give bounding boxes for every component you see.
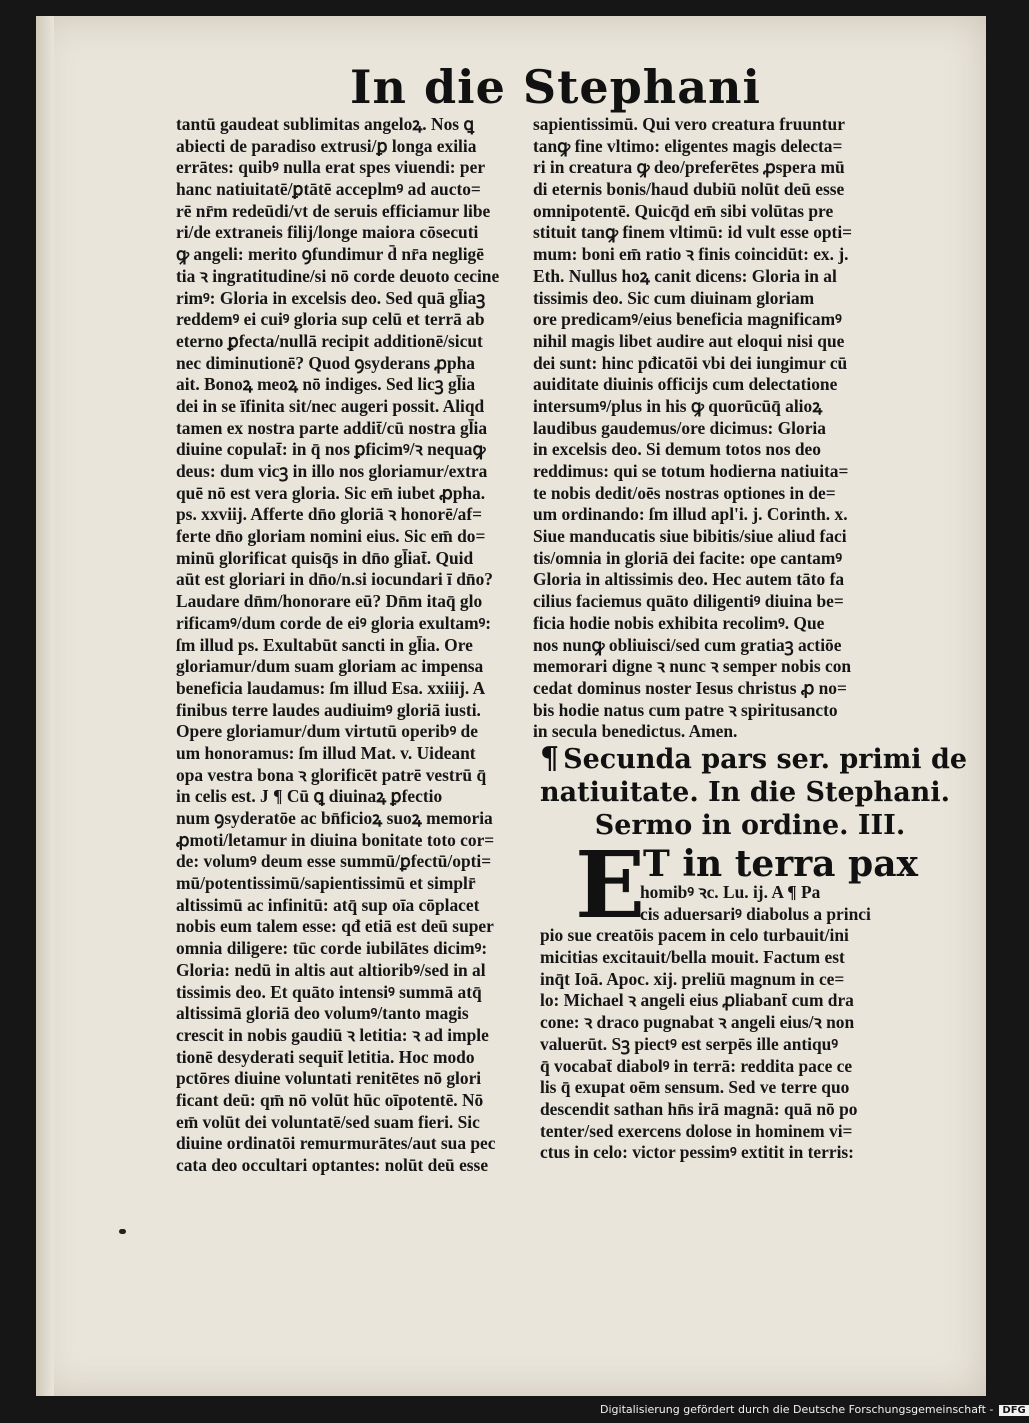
- text-line: hanc natiuitatē/ꝑtātē acceplmꝰ ad aucto=: [176, 179, 481, 200]
- text-line: cedat dominus noster Iesus christus ꝓ no=: [533, 677, 847, 698]
- pilcrow-icon: ¶: [540, 741, 560, 776]
- text-line: tissimis deo. Sic cum diuinam gloriam: [533, 287, 815, 308]
- text-line: ficia hodie nobis exhibita recolimꝰ. Que: [533, 612, 825, 633]
- text-line: mum: boni em̄ ratio ꝛ finis coincidūt: ex. j.: [533, 244, 849, 265]
- text-line: intersumꝰ/plus in his ꝙ quorūcūq̄ alioꝝ: [533, 395, 823, 416]
- dfg-logo: DFG: [999, 1405, 1028, 1416]
- text-line: in celis est. J ¶ Cū ꝗ diuinaꝝ ꝑfectio: [176, 786, 443, 807]
- decorated-initial: E: [575, 831, 646, 939]
- text-line: ferte dn̄o gloriam nomini eius. Sic em̄ do=: [176, 526, 486, 547]
- text-line: micitias excitauit/bella mouit. Factum est: [540, 947, 845, 968]
- text-line: q̄ vocabat̄ diabolꝰ in terrā: reddita pace ce: [540, 1055, 853, 1076]
- text-line: ore predicamꝰ/eius beneficia magnificamꝰ: [533, 309, 842, 330]
- text-line: laudibus gaudemus/ore dicimus: Gloria: [533, 417, 826, 438]
- text-line: tissimis deo. Et quāto intensiꝰ summā atq̄: [176, 981, 482, 1002]
- text-line: ꝓmoti/letamur in diuina bonitate toto cor=: [176, 829, 495, 850]
- text-line: ꝙ angeli: merito ꝯfundimur d̄ nr̄a negligē: [176, 244, 484, 265]
- text-line: memorari digne ꝛ nunc ꝛ semper nobis con: [533, 656, 852, 677]
- text-line: errātes: quibꝰ nulla erat spes viuendi: per: [176, 157, 486, 178]
- text-line: crescit in nobis gaudiū ꝛ letitia: ꝛ ad imple: [176, 1024, 489, 1045]
- text-line: tenter/sed exercens dolose in hominem vi=: [540, 1120, 853, 1141]
- text-line: ctus in celo: victor pessimꝰ extitit in terris:: [540, 1142, 854, 1163]
- footer-text: Digitalisierung gefördert durch die Deutsche Forschungsgemeinschaft -: [600, 1403, 994, 1416]
- text-line: bis hodie natus cum patre ꝛ spiritusancto: [533, 699, 838, 720]
- text-line: opa vestra bona ꝛ glorificēt patrē vestrū q̄: [176, 764, 487, 785]
- text-line: rimꝰ: Gloria in excelsis deo. Sed quā gl̄iaꝫ: [176, 287, 486, 308]
- text-line: Siue manducatis siue bibitis/siue aliud faci: [533, 526, 847, 547]
- text-line: mū/potentissimū/sapientissimū et simplr̄: [176, 873, 476, 894]
- left-column: [176, 114, 566, 1177]
- page-edge-shadow: [36, 16, 54, 1396]
- text-line: beneficia laudamus: ſm illud Esa. xxiiij. A: [176, 677, 486, 698]
- text-line: sapientissimū. Qui vero creatura fruuntur: [533, 114, 845, 134]
- text-line: in secula benedictus. Amen.: [533, 721, 738, 742]
- text-line: minū glorificat quisq̄s in dn̄o gl̄iat̄. Quid: [176, 547, 474, 568]
- text-line: reddimus: qui se totum hodierna natiuita=: [533, 461, 849, 481]
- text-line: aūt est gloriari in dn̄o/n.si iocundari ī dn̄o?: [176, 569, 493, 590]
- text-line: pctōres diuine voluntati renitētes nō glori: [176, 1068, 482, 1089]
- text-line: gloriamur/dum suam gloriam ac impensa: [176, 656, 484, 677]
- text-line: nihil magis libet audire aut eloqui nisi que: [533, 330, 845, 351]
- text-line: Eth. Nullus hoꝝ canit dicens: Gloria in al: [533, 265, 837, 286]
- text-line: nobis eum talem esse: qđ etiā est deū super: [176, 916, 494, 937]
- text-line: tionē desyderati sequit̄ letitia. Hoc modo: [176, 1046, 475, 1067]
- text-line: tantū gaudeat sublimitas angeloꝝ. Nos ꝗ: [176, 114, 475, 134]
- text-line: rē nr̄m redeūdi/vt de seruis efficiamur libe: [176, 200, 491, 221]
- text-line: rificamꝰ/dum corde de eiꝰ gloria exultamꝰ:: [176, 612, 492, 633]
- text-line: um ordinando: ſm illud apl'i. j. Corinth. x.: [533, 504, 848, 525]
- right-column-top: [533, 114, 931, 743]
- text-line: lis q̄ exupat oēm sensum. Sed ve terre quo: [540, 1077, 850, 1098]
- right-column-bottom: [540, 882, 940, 1164]
- text-line: cata deo occultari optantes: nolūt deū esse: [176, 1155, 489, 1175]
- subheading-line-3: Sermo in ordine. III.: [594, 810, 906, 841]
- subheading-line-2: natiuitate. In die Stephani.: [540, 777, 950, 808]
- text-line: em̄ volūt dei voluntatē/sed suam fieri. Sic: [176, 1111, 480, 1132]
- text-line: cone: ꝛ draco pugnabat ꝛ angeli eius/ꝛ non: [540, 1012, 855, 1033]
- text-line: deus: dum vicꝫ in illo nos gloriamur/extra: [176, 461, 488, 481]
- text-line: diuine copulat̄: in q̄ nos ꝑficimꝰ/ꝛ nequaꝙ: [176, 439, 486, 460]
- text-line: te nobis dedit/oēs nostras optiones in de=: [533, 482, 836, 503]
- section-subheading: [540, 741, 968, 842]
- text-line: nos nunꝙ obliuisci/sed cum gratiaꝫ actiōe: [533, 634, 842, 655]
- text-line: lo: Michael ꝛ angeli eius ꝓliabant̄ cum dra: [540, 990, 854, 1011]
- ink-speck: [119, 1229, 126, 1234]
- page-header: In die Stephani: [350, 60, 761, 114]
- text-line: Opere gloriamur/dum virtutū operibꝰ de: [176, 721, 478, 742]
- text-line: valuerūt. Sꝫ piectꝰ est serpēs ille antiquꝰ: [540, 1033, 838, 1054]
- text-line: in excelsis deo. Si demum totos nos deo: [533, 439, 821, 460]
- text-line: ſm illud ps. Exultabūt sancti in gl̄ia. Ore: [176, 634, 473, 655]
- text-line: ait. Bonoꝝ meoꝝ nō indiges. Sed licꝫ gl̄ia: [176, 374, 476, 395]
- text-line: ri/de extraneis filij/longe maiora cōsecuti: [176, 222, 479, 243]
- digitization-footer: [600, 1403, 1029, 1416]
- text-line: um honoramus: ſm illud Mat. v. Uideant: [176, 742, 476, 763]
- text-line: reddemꝰ ei cuiꝰ gloria sup celū et terrā ab: [176, 309, 485, 330]
- text-line: altissimā gloriā deo volumꝰ/tanto magis: [176, 1003, 469, 1024]
- text-line: homibꝰ ꝛc. Lu. ij. A ¶ Pa: [640, 882, 821, 902]
- text-line: ps. xxviij. Afferte dn̄o gloriā ꝛ honorē/af=: [176, 504, 483, 525]
- text-line: eterno ꝑfecta/nullā recipit additionē/sicut: [176, 330, 483, 351]
- text-line: auiditate diuinis officijs cum delectatione: [533, 374, 838, 395]
- text-line: diuine ordinatōi remurmurātes/aut sua pec: [176, 1133, 496, 1154]
- text-line: ficant deū: qm̄ nō volūt hūc oīpotentē. Nō: [176, 1089, 484, 1110]
- text-line: pio sue creatōis pacem in celo turbauit/ini: [540, 925, 849, 946]
- text-line: dei sunt: hinc pđicatōi vbi dei iungimur cū: [533, 352, 848, 373]
- text-line: di eternis bonis/haud dubiū nolūt deū esse: [533, 179, 845, 200]
- text-line: inq̄t Ioā. Apoc. xij. preliū magnum in ce=: [540, 968, 845, 989]
- subheading-line-1: Secunda pars ser. primi de: [563, 744, 968, 775]
- text-line: ri in creatura ꝙ deo/preferētes ꝓspera mū: [533, 157, 845, 178]
- text-line: tamen ex nostra parte addit̄/cū nostra gl̄ia: [176, 417, 488, 438]
- text-line: tis/omnia in gloriā dei facite: ope cantamꝰ: [533, 547, 843, 568]
- text-line: cis aduersariꝰ diabolus a princi: [640, 903, 871, 924]
- text-line: cilius faciemus quāto diligentiꝰ diuina be=: [533, 591, 844, 612]
- text-line: descendit sathan hn̄s irā magnā: quā nō po: [540, 1098, 858, 1119]
- text-line: Gloria: nedū in altis aut altioribꝰ/sed in al: [176, 959, 486, 980]
- text-line: dei in se īfinita sit/nec augeri possit. Aliqd: [176, 395, 485, 416]
- text-line: quē nō est vera gloria. Sic em̄ iubet ꝓpha.: [176, 482, 486, 503]
- text-line: num ꝯsyderatōe ac bn̄ficioꝝ suoꝝ memoria: [176, 808, 493, 828]
- sermon-incipit: T in terra pax: [643, 843, 918, 885]
- text-line: omnipotentē. Quicq̄d em̄ sibi volūtas pre: [533, 200, 834, 221]
- text-line: stituit tanꝙ finem vltimū: id vult esse opti=: [533, 222, 853, 243]
- text-line: abiecti de paradiso extrusi/ꝑ longa exilia: [176, 135, 477, 156]
- text-line: Laudare dn̄m/honorare eū? Dn̄m itaq̄ glo: [176, 591, 483, 612]
- text-line: finibus terre laudes audiuimꝰ gloriā iusti.: [176, 699, 481, 720]
- text-line: Gloria in altissimis deo. Hec autem tāto fa: [533, 569, 845, 590]
- text-line: tanꝙ fine vltimo: eligentes magis delecta=: [533, 135, 843, 156]
- text-line: omnia diligere: tūc corde iubilātes dicimꝰ:: [176, 938, 488, 959]
- text-line: nec diminutionē? Quod ꝯsyderans ꝓpha: [176, 352, 476, 373]
- text-line: tia ꝛ ingratitudine/si nō corde deuoto cecine: [176, 265, 500, 286]
- text-line: altissimū ac infinitū: atq̄ sup oīa cōplacet: [176, 894, 480, 915]
- text-line: de: volumꝰ deum esse summū/ꝑfectū/opti=: [176, 851, 492, 872]
